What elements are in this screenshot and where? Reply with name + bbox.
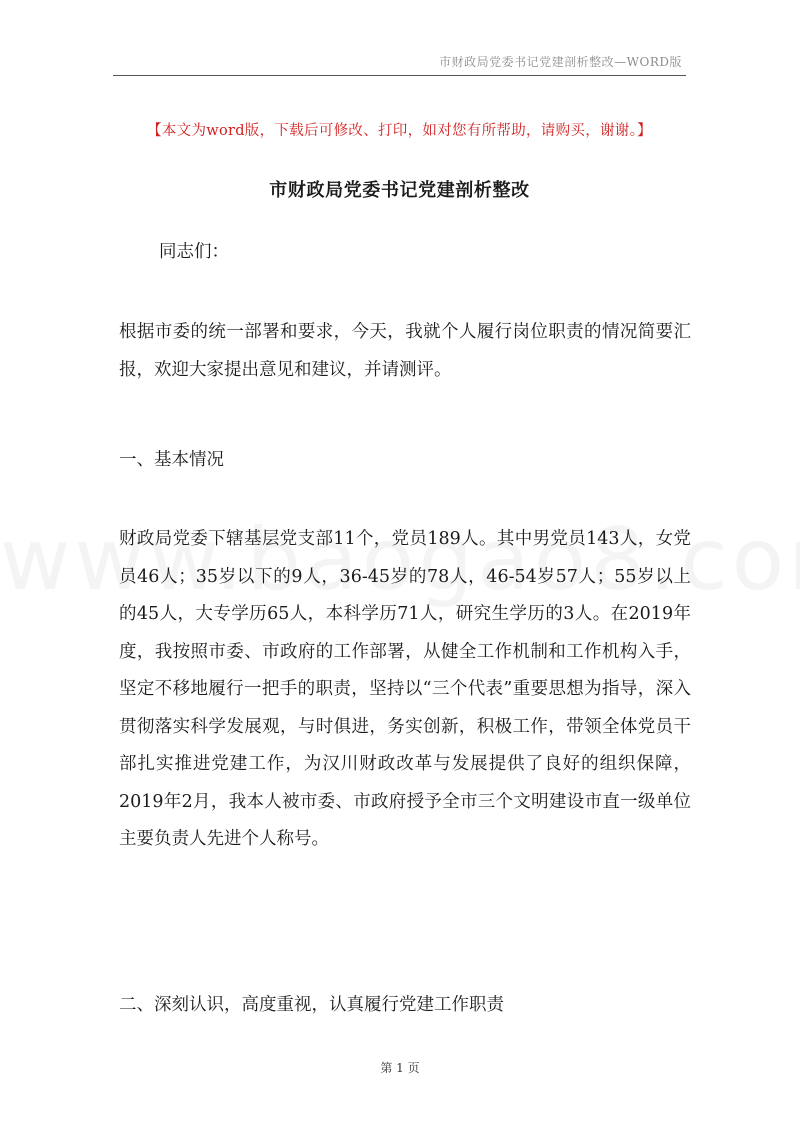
page-number: 第 1 页 <box>380 1061 420 1075</box>
section-1-heading: 一、基本情况 <box>119 450 224 470</box>
section-2-heading: 二、深刻认识，高度重视，认真履行党建工作职责 <box>119 995 504 1015</box>
running-header: 市财政局党委书记党建剖析整改—WORD版 <box>439 55 682 69</box>
document-title: 市财政局党委书记党建剖析整改 <box>269 180 530 201</box>
download-notice: 【本文为word版，下载后可修改、打印，如对您有所帮助，请购买，谢谢。】 <box>147 123 652 139</box>
section-1-body: 财政局党委下辖基层党支部11个，党员189人。其中男党员143人，女党员46人；35岁以下的9人，36-45岁的78人，46-54岁57人；55岁以上的45人，大专学历65人，本科学历71人，研究生学历的3人。在2019年度，我按照市委、市政府的工作部署，从健全工作机制和工作机构入手，坚定不移地履行一把手的职责，坚持以“三个代表”重要思想为指导，深入贯彻落实科学发展观，与时俱进，务实创新，积极工作，带领全体党员干部扎实推进党建工作，为汉川财政改革与发展提供了良好的组织保障，2019年2月，我本人被市委、市政府授予全市三个文明建设市直一级单位主要负责人先进个人称号。 <box>119 529 691 849</box>
salutation: 同志们： <box>159 242 229 262</box>
intro-paragraph: 根据市委的统一部署和要求，今天，我就个人履行岗位职责的情况简要汇报，欢迎大家提出意见和建议，并请测评。 <box>119 322 691 380</box>
header-divider <box>113 75 686 76</box>
